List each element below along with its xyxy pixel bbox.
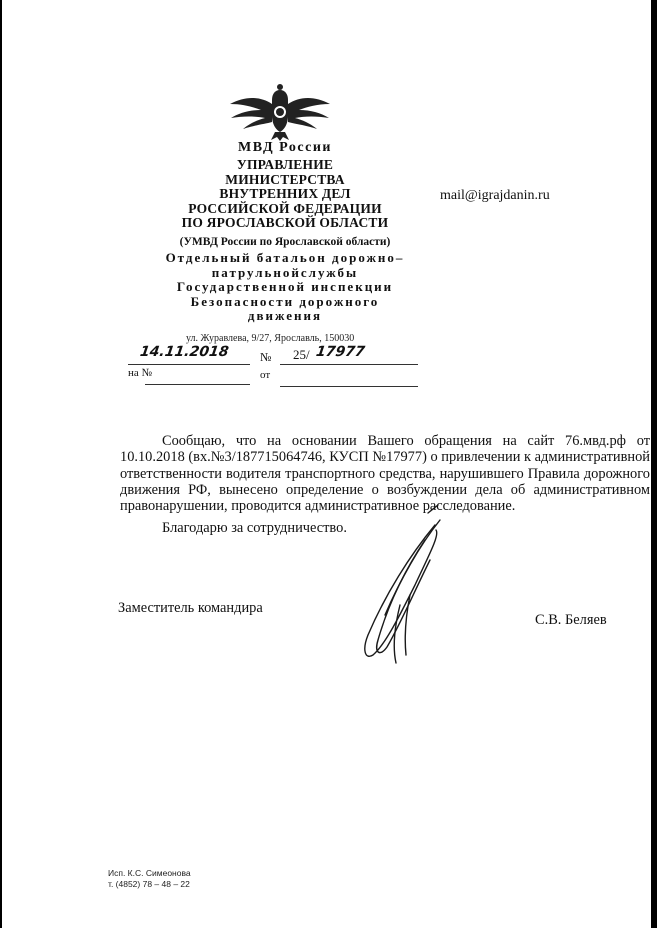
department-line: МИНИСТЕРСТВА <box>225 171 345 187</box>
number-line <box>280 364 418 365</box>
number-label: № <box>260 350 272 364</box>
scan-edge-left <box>0 0 2 928</box>
unit-line: движения <box>247 308 323 323</box>
executor-info <box>108 868 191 890</box>
unit-line: патрульнойслужбы <box>211 264 359 280</box>
recipient-email: mail@igrajdanin.ru <box>440 188 550 203</box>
body-paragraph: Сообщаю, что на основании Вашего обращения на сайт 76.мвд.рф от 10.10.2018 (вх.№3/187715064746, КУСП №17977) о привлечении к административной ответственности водителя транспортного средства, нарушившего Правила дорожного движения РФ, вынесено определение о возбуждении дела об административном правонарушении, проводится административное расследование. <box>120 433 650 515</box>
address: ул. Журавлева, 9/27, Ярославль, 150030 <box>186 333 355 344</box>
handwritten-signature <box>340 485 470 670</box>
department-line: РОССИЙСКОЙ ФЕДЕРАЦИИ <box>188 200 382 216</box>
signatory-name: С.В. Беляев <box>535 612 607 628</box>
executor-name: Исп. К.С. Симеонова <box>108 868 191 878</box>
department-line: УПРАВЛЕНИЕ <box>236 157 334 172</box>
registration-number: 17977 <box>314 344 366 360</box>
unit-name <box>110 251 460 324</box>
department-line: ВНУТРЕННИХ ДЕЛ <box>219 186 351 201</box>
reference-number-line <box>145 384 250 385</box>
date-line <box>128 364 250 365</box>
double-headed-eagle-icon <box>225 82 335 142</box>
reference-date-line <box>280 386 418 387</box>
body-paragraph: Благодарю за сотрудничество. <box>162 520 347 537</box>
registration-number-prefix: 25/ <box>293 347 310 362</box>
department-abbreviation: (УМВД России по Ярославской области) <box>179 236 391 248</box>
department-line: ПО ЯРОСЛАВСКОЙ ОБЛАСТИ <box>181 215 389 230</box>
executor-phone: т. (4852) 78 – 48 – 22 <box>108 879 190 889</box>
unit-line: Государственной инспекции <box>176 279 394 294</box>
signatory-title: Заместитель командира <box>118 600 263 616</box>
department-name <box>110 158 460 231</box>
ministry-name: МВД России <box>238 140 332 155</box>
unit-line: Безопасности дорожного <box>190 293 380 309</box>
scan-edge-right <box>651 0 657 928</box>
reference-number-label: на № <box>128 367 153 379</box>
unit-line: Отдельный батальон дорожно– <box>165 250 405 265</box>
registration-date: 14.11.2018 <box>138 344 230 360</box>
reference-date-label: от <box>260 369 271 381</box>
